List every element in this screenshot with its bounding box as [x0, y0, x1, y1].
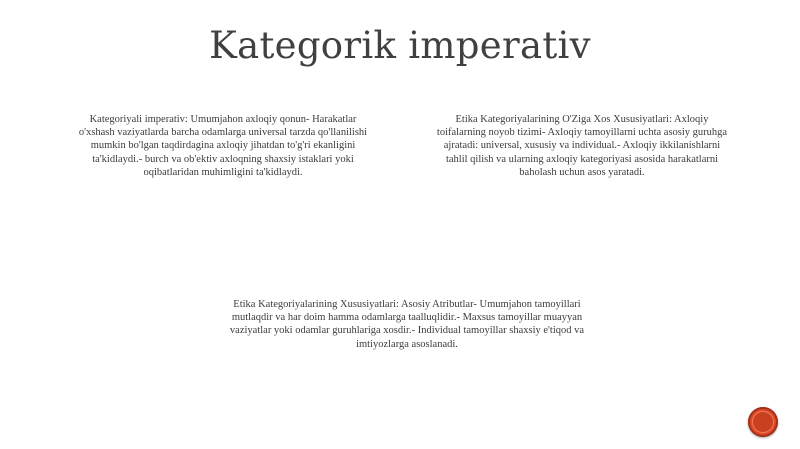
circle-icon	[752, 411, 774, 433]
next-slide-button[interactable]	[748, 407, 778, 437]
text-block-left: Kategoriyali imperativ: Umumjahon axloqiy qonun- Harakatlar o'xshash vaziyatlarda barcha odamlarga universal tarzda qo'llanilishi mumkin bo'lgan taqdirdagina axloqiy jihatdan to'g'ri ekanligini ta'kidlaydi.- burch va ob'ektiv axloqning shaxsiy istaklari yoki oqibatlaridan muhimligini ta'kidlaydi.	[78, 114, 368, 178]
slide-title: Kategorik imperativ	[209, 24, 591, 67]
text-block-bottom: Etika Kategoriyalarining Xususiyatlari: Asosiy Atributlar- Umumjahon tamoyillari mutlaqdir va har doim hamma odamlarga taalluqlidir.- Maxsus tamoyillar muayyan vaziyatlar yoki odamlar guruhlariga xosdir.- Individual tamoyillar shaxsiy e'tiqod va imtiyozlarga asoslanadi.	[229, 299, 585, 350]
text-block-right: Etika Kategoriyalarining O'Ziga Xos Xususiyatlari: Axloqiy toifalarning noyob tizimi- Axloqiy tamoyillarni uchta asosiy guruhga ajratadi: universal, xususiy va individual.- Axloqiy ikkilanishlarni tahlil qilish va ularning axloqiy kategoriyasi asosida harakatlarni baholash uchun asos yaratadi.	[436, 114, 728, 178]
